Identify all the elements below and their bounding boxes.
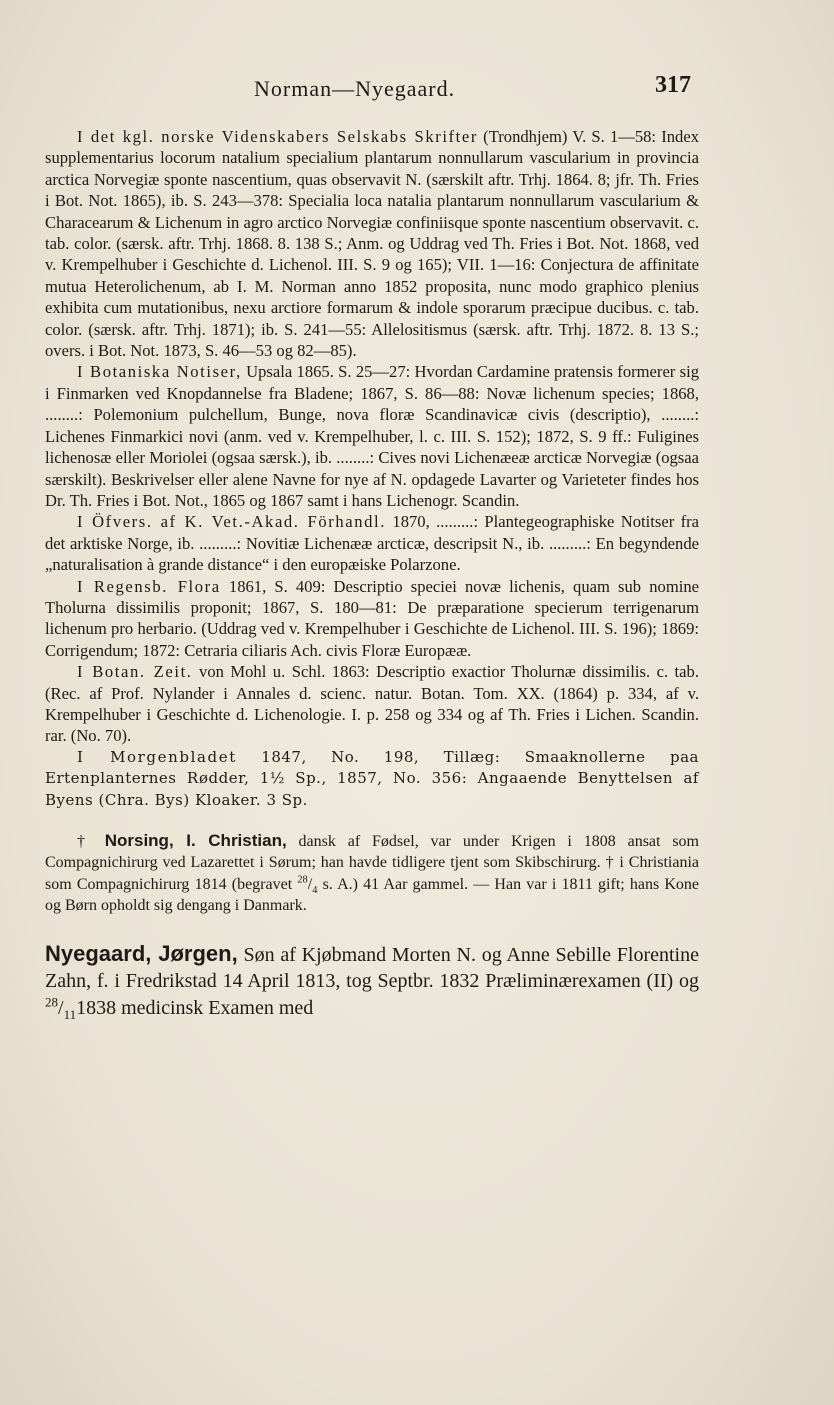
entry-nyegaard: Nyegaard, Jørgen, Søn af Kjøbmand Morten N. og Anne Sebille Florentine Zahn, f. i Fredrikstad 14 April 1813, tog Septbr. 1832 Præliminærexamen (II) og $^{28}/_{11}1838$ medicinsk Examen med [45,940,699,1022]
paragraph-text: 1861, S. 409: Descriptio speciei novæ lichenis, quam sub nomine Tholurna dissimilis proponit; 1867, S. 180—81: De præparatione specierum terrigenarum lichenum pro herbario. (Uddrag ved v. Krempelhuber i Geschichte de Lichenol. III. S. 196); 1869: Corrigendum; 1872: Cetraria ciliaris Ach. civis Floræ Europææ. [45,576,699,660]
paragraph-botan-zeit [45,661,699,747]
paragraph-text: 1847, No. 198, Tillæg: Smaaknollerne paa Ertenplanternes Rødder, 1½ Sp., 1857, No. 356: Angaaende Benyttelsen af Byens (Chra. Bys) Kloaker. 3 Sp. [45,747,699,809]
paragraph-text: 1870, .........: Plantegeographiske Notitser fra det arktiske Norge, ib. .........: Novitiæ Lichenææ arcticæ, descripsit N., ib. .........: En begyndende „naturalisation à grande distance“ i den europæiske Polarzone. [45,512,700,575]
entry-spacer [45,917,699,941]
entry-name: Nyegaard, Jørgen, [45,940,238,966]
paragraph-morgenbladet [45,747,699,811]
body-text [45,126,699,1021]
entry-norsing: † Norsing, I. Christian, dansk af Fødsel, var under Krigen i 1808 ansat som Compagnichirurg ved Lazarettet i Sørum; han havde tidligere tjent som Skibschirurg. † i Christiania som Compagnichirurg 1814 (begravet $^{28}/_4$ s. A.) 41 Aar gammel. — Han var i 1811 gift; hans Kone og Børn opholdt sig dengang i Danmark. [45,831,700,915]
paragraph-text: von Mohl u. Schl. 1863: Descriptio exactior Tholurnæ dissimilis. c. tab. (Rec. af Prof. Nylander i Annales d. scienc. natur. Botan. Tom. XX. (1864) p. 334, af v. Krempelhuber i Geschichte d. Lichenologie. I. p. 258 og 334 og af Th. Fries i Lichen. Scandin. rar. (No. 70). [45,662,699,746]
entry-spacer [45,811,699,830]
entry-text: Søn af Kjøbmand Morten N. og Anne Sebille Florentine Zahn, f. i Fredrikstad 14 April 1813, tog Septbr. 1832 Præliminærexamen (II) og [45,943,699,993]
page-title: Norman—Nyegaard. [254,76,456,101]
entry-text: dansk af Fødsel, var under Krigen i 1808 ansat som Compagnichirurg ved Lazarettet i Sørum; han havde tidligere tjent som Skibschirurg. † i Christiania som Compagnichirurg 1814 (begravet [45,833,699,893]
paragraph-regensb-flora [45,576,699,662]
paragraph-text: Upsala 1865. S. 25—27: Hvordan Cardamine pratensis formerer sig i Finmarken ved Knopdannelse fra Bladene; 1867, S. 86—88: Novæ lichenum species; 1868, ........: Polemonium pulchellum, Bunge, nova floræ Scandinavicæ civis (descriptio), ........: Lichenes Finmarkici novi (anm. ved v. Krempelhuber, l. c. III. S. 152); 1872, S. 9 ff.: Fuligines lichenosæ eller Moriolei (ogsaa særsk.), ib. ........: Cives novi Lichenæeæ arcticæ Norvegiæ (ogsaa særskilt). Beskrivelser eller alene Navne for nye af N. opdagede Lavarter og Varieteter findes hos Dr. Th. Fries i Bot. Not., 1865 og 1867 samt i hans Lichenogr. Scandin. [45,362,700,510]
paragraph-ofvers [45,511,699,575]
paragraph-lead: I Öfvers. af K. Vet.-Akad. Förhandl. [77,512,386,532]
paragraph-lead: I Botaniska Notiser, [77,362,242,382]
entry-name: Norsing, I. Christian, [104,831,287,850]
paragraph-text: (Trondhjem) V. S. 1—58: Index supplementarius locorum natalium specialium plantarum nonnullarum vascularium in provincia arctica Norvegiæ sponte nascentium, quas observavit N. (særskilt aftr. Trhj. 1864. 8; jfr. Th. Fries i Bot. Not. 1865), ib. S. 243—378: Specialia loca natalia plantarum nonnullarum vascularium & Characearum & Lichenum in agro arctico Norvegiæ confiniisque sponte nascentium observavit. c. tab. color. (særsk. aftr. Trhj. 1868. 8. 138 S.; Anm. og Uddrag ved Th. Fries i Bot. Not. 1868, ved v. Krempelhuber i Geschichte d. Lichenol. III. S. 9 og 165); VII. 1—16: Conjectura de affinitate mutua Heterolichenum, ab I. M. Norman anno 1852 proposita, nunc modo graphico plenius exhibita cum mutationibus, nexu arctiore formarum & indole sporarum præcipue ducibus. c. tab. color. (særsk. aftr. Trhj. 1871); ib. S. 241—55: Allelositismus (særsk. aftr. Trhj. 1872. 8. 13 S.; overs. i Bot. Not. 1873, S. 46—53 og 82—85). [45,127,699,361]
death-marker: † [77,833,93,850]
entry-text-cont: s. A.) 41 Aar gammel. — Han var i 1811 gift; hans Kone og Børn opholdt sig dengang i Danmark. [45,875,700,915]
paragraph-lead: I det kgl. norske Videnskabers Selskabs Skrifter [77,127,478,146]
paragraph-lead: I Morgenbladet [77,747,237,766]
date-month: 4 [312,885,318,896]
paragraph-lead: I Botan. Zeit. [77,662,193,682]
page-number: 317 [655,72,691,98]
running-header [0,72,834,106]
date-day: 28 [45,993,58,1009]
paragraph-botaniska-notiser [45,361,699,511]
date-month: 11 [63,1006,77,1022]
paragraph-lead: I Regensb. Flora [77,576,221,596]
date-day: 28 [297,874,308,886]
paragraph-norske-videnskabers [45,126,699,361]
entry-text-cont: 1838 medicinsk Examen med [76,996,314,1019]
